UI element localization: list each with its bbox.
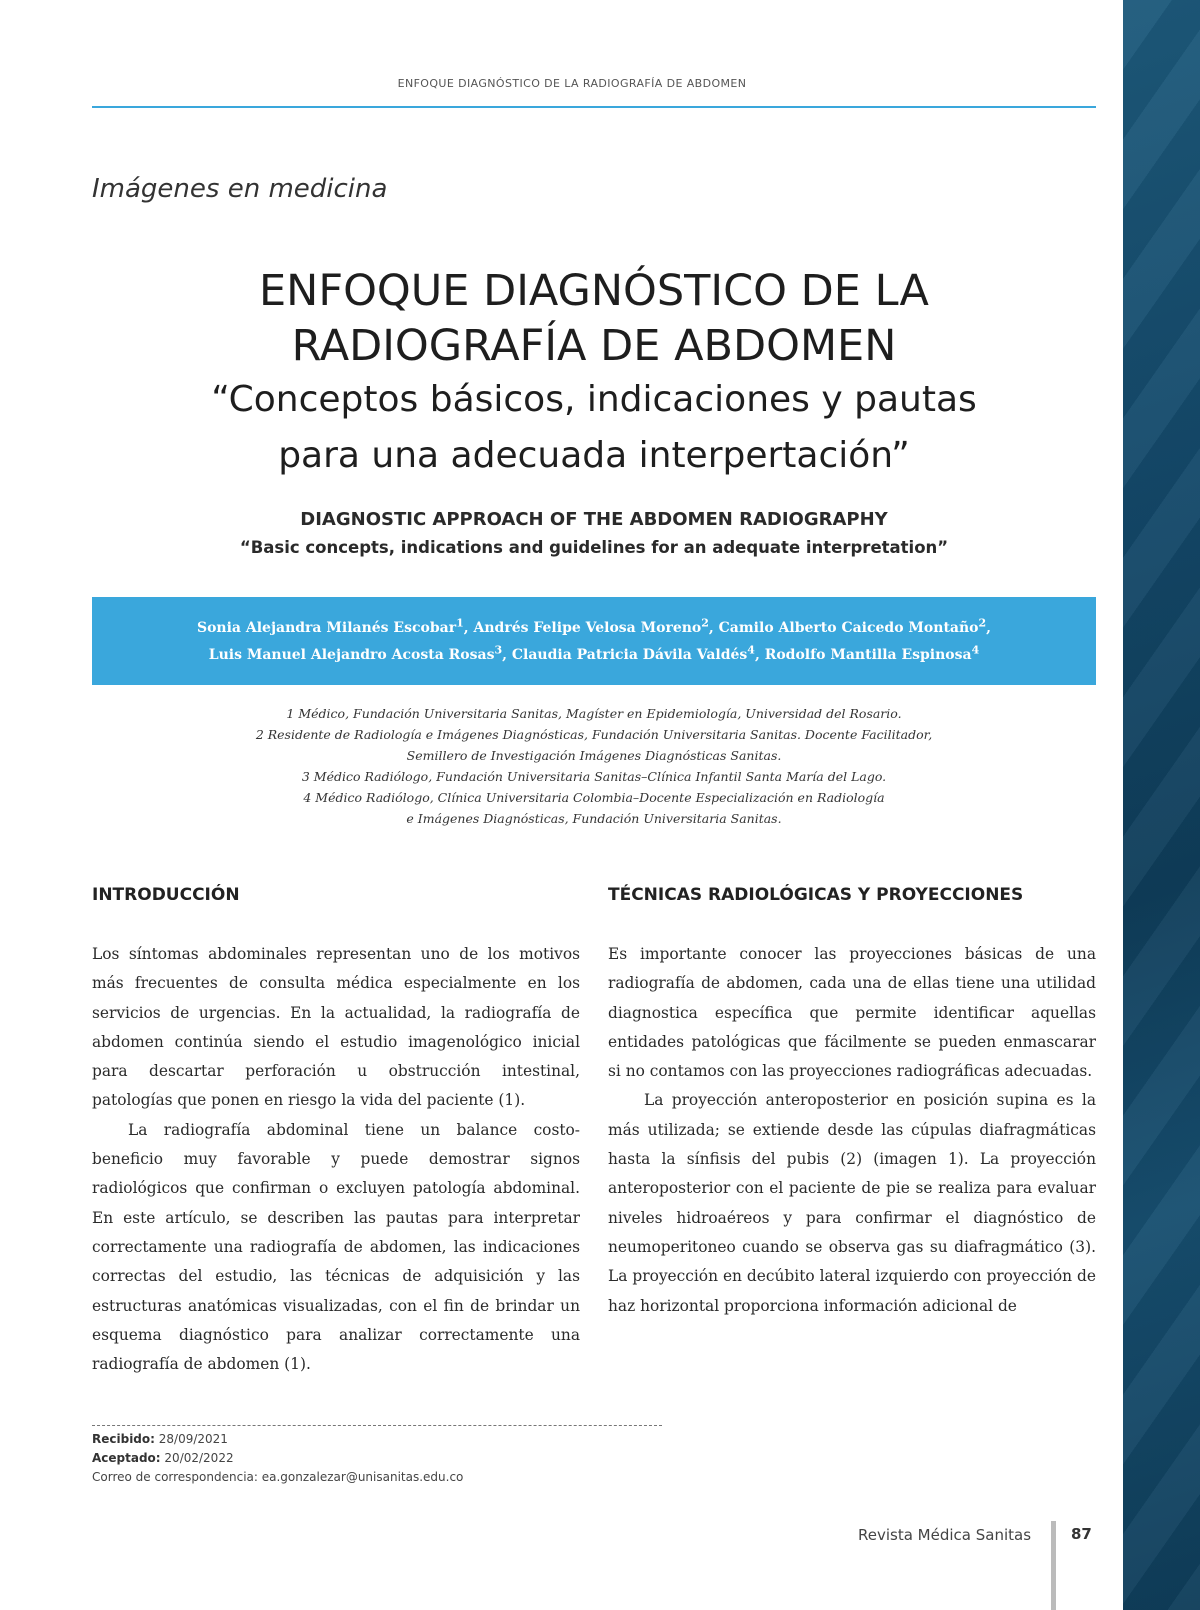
affiliation-line: Semillero de Investigación Imágenes Diagnósticas Sanitas. xyxy=(406,748,782,763)
footer-divider xyxy=(1051,1521,1056,1610)
article-title xyxy=(92,264,1096,374)
left-column xyxy=(92,940,580,1379)
introduction-heading: INTRODUCCIÓN xyxy=(92,885,240,905)
title-line-2: RADIOGRAFÍA DE ABDOMEN xyxy=(291,321,897,371)
authors-band xyxy=(92,597,1096,685)
affiliation-line: 2 Residente de Radiología e Imágenes Diagnósticas, Fundación Universitaria Sanitas. Docente Facilitador, xyxy=(255,727,933,742)
paragraph: La proyección anteroposterior en posición supina es la más utilizada; se extiende desde las cúpulas diafragmáticas hasta la sínfisis del pubis (2) (imagen 1). La proyección anteroposterior con el paciente de pie se realiza para evaluar niveles hidroaéreos y para confirmar el diagnóstico de neumoperitoneo cuando se observa gas su diafragmático (3). La proyección en decúbito lateral izquierdo con proyección de haz horizontal proporciona información adicional de xyxy=(608,1091,1096,1315)
subtitle-line-1: “Conceptos básicos, indicaciones y pautas xyxy=(211,379,977,420)
accepted-date: Aceptado: 20/02/2022 xyxy=(92,1451,234,1465)
author: Sonia Alejandra Milanés Escobar$^1$, xyxy=(196,616,474,636)
footnotes xyxy=(92,1430,463,1487)
affiliation-line: 1 Médico, Fundación Universitaria Sanitas, Magíster en Epidemiología, Universidad del Rosario. xyxy=(286,706,902,721)
correspondence-email: Correo de correspondencia: ea.gonzalezar@unisanitas.edu.co xyxy=(92,1470,464,1484)
title-line-1: ENFOQUE DIAGNÓSTICO DE LA xyxy=(259,266,929,316)
affiliation-line: 4 Médico Radiólogo, Clínica Universitaria Colombia–Docente Especialización en Radiología xyxy=(303,790,885,805)
section-label: Imágenes en medicina xyxy=(92,174,388,204)
author: Andrés Felipe Velosa Moreno$^2$, xyxy=(473,616,719,636)
english-subtitle: “Basic concepts, indications and guidelines for an adequate interpretation” xyxy=(239,538,949,557)
right-column xyxy=(608,940,1096,1321)
running-head: ENFOQUE DIAGNÓSTICO DE LA RADIOGRAFÍA DE ABDOMEN xyxy=(397,77,747,90)
decorative-side-bar xyxy=(1123,0,1200,1610)
journal-name: Revista Médica Sanitas xyxy=(858,1526,1032,1544)
author: Luis Manuel Alejandro Acosta Rosas$^3$, xyxy=(208,643,512,663)
footnote-rule xyxy=(92,1425,662,1426)
english-title: DIAGNOSTIC APPROACH OF THE ABDOMEN RADIOGRAPHY xyxy=(300,509,888,530)
affiliation-line: e Imágenes Diagnósticas, Fundación Universitaria Sanitas. xyxy=(406,811,782,826)
paragraph: Es importante conocer las proyecciones básicas de una radiografía de abdomen, cada una de ellas tiene una utilidad diagnostica específica que permite identificar aquellas entidades patológicas que fácilmente se pueden enmascarar si no contamos con las proyecciones radiográficas adecuadas. xyxy=(608,945,1096,1081)
header-rule xyxy=(92,106,1096,108)
author: Rodolfo Mantilla Espinosa$^4$ xyxy=(764,643,980,663)
paragraph: La radiografía abdominal tiene un balance costo-beneficio muy favorable y puede demostrar signos radiológicos que confirman o excluyen patología abdominal. En este artículo, se describen las pautas para interpretar correctamente una radiografía de abdomen, las indicaciones correctas del estudio, las técnicas de adquisición y las estructuras anatómicas visualizadas, con el fin de brindar un esquema diagnóstico para analizar correctamente una radiografía de abdomen (1). xyxy=(92,1120,580,1374)
subtitle-line-2: para una adecuada interpertación” xyxy=(278,435,910,476)
affiliations xyxy=(92,703,1096,829)
received-date: Recibido: 28/09/2021 xyxy=(92,1432,228,1446)
techniques-heading: TÉCNICAS RADIOLÓGICAS Y PROYECCIONES xyxy=(608,885,1024,905)
article-subtitle xyxy=(92,372,1096,484)
affiliation-line: 3 Médico Radiólogo, Fundación Universitaria Sanitas–Clínica Infantil Santa María del Lago. xyxy=(301,769,887,784)
paragraph: Los síntomas abdominales representan uno de los motivos más frecuentes de consulta médica especialmente en los servicios de urgencias. En la actualidad, la radiografía de abdomen continúa siendo el estudio imagenológico inicial para descartar perforación u obstrucción intestinal, patologías que ponen en riesgo la vida del paciente (1). xyxy=(92,945,580,1110)
page-number: 87 xyxy=(1071,1525,1092,1543)
author: Claudia Patricia Dávila Valdés$^4$, xyxy=(511,643,765,663)
author: Camilo Alberto Caicedo Montaño$^2$, xyxy=(718,616,992,636)
